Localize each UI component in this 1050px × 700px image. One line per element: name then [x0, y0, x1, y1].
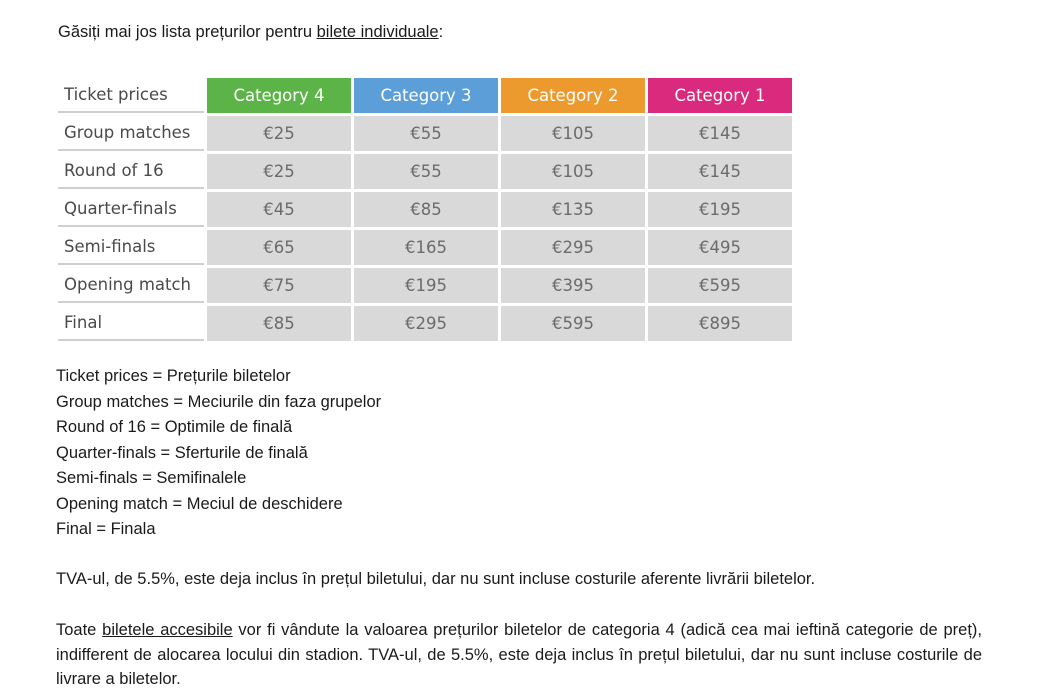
price-cell: €495 — [648, 230, 792, 265]
intro-colon: : — [438, 23, 444, 41]
price-cell: €85 — [354, 192, 498, 227]
price-cell: €55 — [354, 116, 498, 151]
intro-line — [58, 21, 443, 43]
accessible-text-rest: vor fi vândute la valoarea prețurilor biletelor de categoria 4 (adică cea mai ieftină categorie de preț), indifferent de alocarea locului din stadion. TVA-ul, de 5.5%, este deja inclus în prețul biletului, dar nu sunt incluse costurile de livrare a biletelor. — [56, 621, 982, 688]
category-4-header: Category 4 — [207, 78, 351, 113]
accessible-tickets-paragraph — [56, 618, 982, 692]
accessible-text-start: Toate — [56, 621, 103, 639]
row-label: Group matches — [58, 116, 204, 151]
table-header-row — [58, 78, 792, 113]
price-cell: €595 — [648, 268, 792, 303]
row-label: Round of 16 — [58, 154, 204, 189]
category-3-header: Category 3 — [354, 78, 498, 113]
price-cell: €295 — [354, 306, 498, 341]
price-cell: €45 — [207, 192, 351, 227]
table-row — [58, 192, 792, 227]
row-label: Quarter-finals — [58, 192, 204, 227]
price-cell: €395 — [501, 268, 645, 303]
price-cell: €195 — [354, 268, 498, 303]
glossary-line: Semi-finals = Semifinalele — [56, 469, 247, 487]
vat-note: TVA-ul, de 5.5%, este deja inclus în prețul biletului, dar nu sunt incluse costurile aferente livrării biletelor. — [56, 570, 816, 588]
glossary-line: Round of 16 = Optimile de finală — [56, 418, 293, 436]
price-cell: €25 — [207, 154, 351, 189]
table-row — [58, 230, 792, 265]
accessible-tickets-link[interactable]: biletele accesibile — [102, 621, 233, 639]
price-cell: €135 — [501, 192, 645, 227]
price-cell: €895 — [648, 306, 792, 341]
glossary-line: Quarter-finals = Sferturile de finală — [56, 443, 308, 462]
category-1-header: Category 1 — [648, 78, 792, 113]
glossary — [56, 364, 381, 543]
price-cell: €165 — [354, 230, 498, 265]
table-row — [58, 306, 792, 341]
category-2-header: Category 2 — [501, 78, 645, 113]
price-cell: €145 — [648, 116, 792, 151]
glossary-line: Final = Finala — [56, 520, 156, 538]
price-cell: €65 — [207, 230, 351, 265]
row-label: Opening match — [58, 268, 204, 303]
price-cell: €55 — [354, 154, 498, 189]
individual-tickets-link[interactable]: bilete individuale — [316, 23, 439, 41]
glossary-line: Ticket prices = Prețurile biletelor — [56, 367, 291, 385]
price-cell: €145 — [648, 154, 792, 189]
price-cell: €105 — [501, 116, 645, 151]
row-label: Final — [58, 306, 204, 341]
glossary-line: Opening match = Meciul de deschidere — [56, 494, 343, 513]
price-cell: €105 — [501, 154, 645, 189]
price-cell: €195 — [648, 192, 792, 227]
table-row — [58, 116, 792, 151]
intro-text: Găsiți mai jos lista prețurilor pentru — [58, 23, 317, 41]
row-label: Semi-finals — [58, 230, 204, 265]
table-row — [58, 154, 792, 189]
table-corner-label: Ticket prices — [58, 78, 204, 113]
price-cell: €85 — [207, 306, 351, 341]
price-cell: €25 — [207, 116, 351, 151]
ticket-price-table — [55, 75, 795, 344]
price-cell: €75 — [207, 268, 351, 303]
table-row — [58, 268, 792, 303]
glossary-line: Group matches = Meciurile din faza grupelor — [56, 392, 382, 411]
price-cell: €595 — [501, 306, 645, 341]
price-cell: €295 — [501, 230, 645, 265]
